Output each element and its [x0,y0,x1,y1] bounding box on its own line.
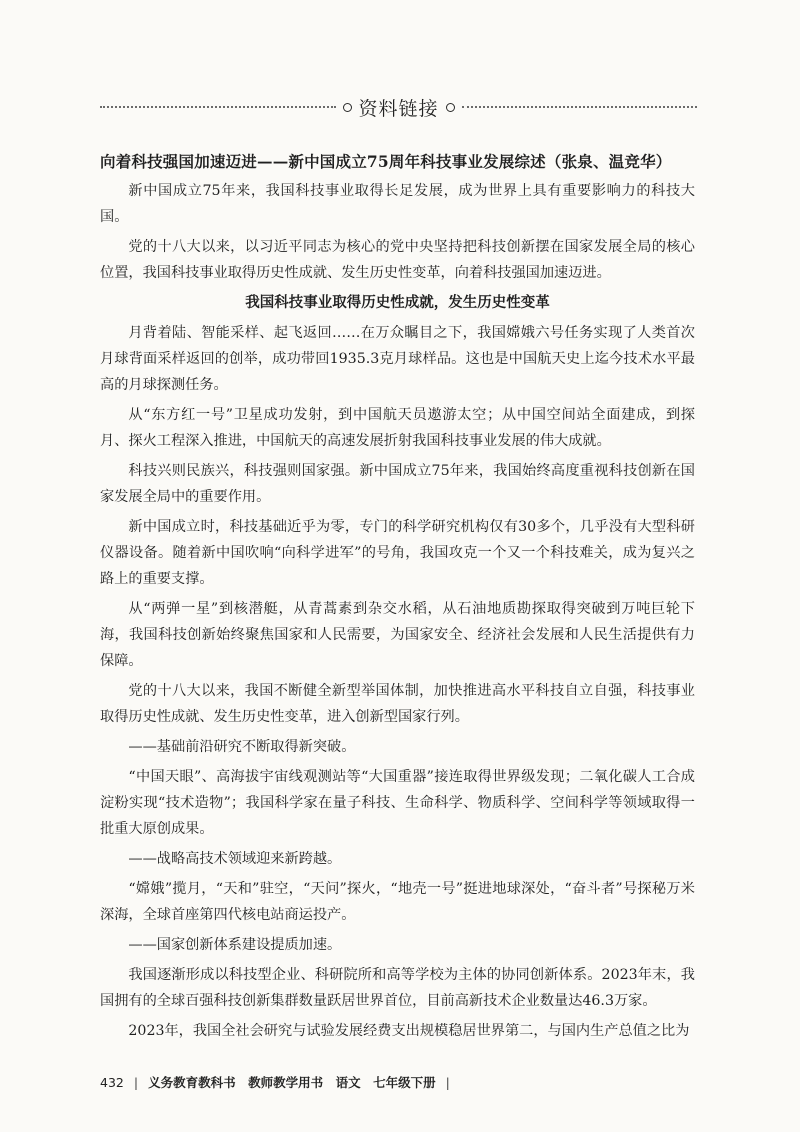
body-paragraph: “嫦娥”揽月，“天和”驻空，“天问”探火，“地壳一号”挺进地球深处，“奋斗者”号探秘万米深海，全球首座第四代核电站商运投产。 [100,881,695,923]
body-paragraph: “中国天眼”、高海拔宇宙线观测站等“大国重器”接连取得世界级发现；二氧化碳人工合成淀粉实现“技术造物”；我国科学家在量子科技、生命科学、物质科学、空间科学等领域取得一批重大原创成果。 [100,769,695,837]
circle-icon [446,103,455,112]
intro-paragraph: 党的十八大以来，以习近平同志为核心的党中央坚持把科技创新摆在国家发展全局的核心位置，我国科技事业取得历史性成就、发生历史性变革，向着科技强国加速迈进。 [100,239,695,281]
section-heading: 我国科技事业取得历史性成就，发生历史性变革 [245,294,550,311]
section-header [100,92,697,122]
footer-separator: | [133,1074,139,1090]
subheading-paragraph: ——基础前沿研究不断取得新突破。 [128,739,356,755]
body-paragraph: 从“两弹一星”到核潜艇，从青蒿素到杂交水稻，从石油地质勘探取得突破到万吨巨轮下海，我国科技创新始终聚焦国家和人民需要，为国家安全、经济社会发展和人民生活提供有力保障。 [100,601,695,669]
page-footer [100,1072,450,1092]
page-number: 432 [100,1074,124,1090]
subheading-paragraph: ——战略高技术领域迎来新跨越。 [128,851,342,867]
subheading-paragraph: ——国家创新体系建设提质加速。 [128,937,342,953]
body-paragraph: 我国逐渐形成以科技型企业、科研院所和高等学校为主体的协同创新体系。2023年末，我国拥有的全球百强科技创新集群数量跃居世界首位，目前高新技术企业数量达46.3万家。 [100,967,695,1009]
footer-separator: | [445,1074,450,1090]
body-paragraph: 党的十八大以来，我国不断健全新型举国体制，加快推进高水平科技自立自强，科技事业取得历史性成就、发生历史性变革，进入创新型国家行列。 [100,683,695,725]
article [100,150,695,1048]
body-paragraph: 从“东方红一号”卫星成功发射，到中国航天员遨游太空；从中国空间站全面建成，到探月、探火工程深入推进，中国航天的高速发展折射我国科技事业发展的伟大成就。 [100,407,695,449]
section-header-title: 资料链接 [358,97,439,120]
body-paragraph: 新中国成立时，科技基础近乎为零，专门的科学研究机构仅有30多个，几乎没有大型科研仪器设备。随着新中国吹响“向科学进军”的号角，我国攻克一个又一个科技难关，成为复兴之路上的重要支撑。 [100,519,695,587]
intro-paragraph: 新中国成立75年来，我国科技事业取得长足发展，成为世界上具有重要影响力的科技大国。 [100,183,695,225]
book-title: 义务教育教科书 教师教学用书 语文 七年级下册 [148,1075,436,1090]
header-dotted-rule-right [462,106,698,108]
body-paragraph: 月背着陆、智能采样、起飞返回……在万众瞩目之下，我国嫦娥六号任务实现了人类首次月球背面采样返回的创举，成功带回1935.3克月球样品。这也是中国航天史上迄今技术水平最高的月球探测任务。 [100,325,695,393]
article-title: 向着科技强国加速迈进——新中国成立75周年科技事业发展综述（张泉、温竞华） [100,152,672,171]
body-paragraph: 2023年，我国全社会研究与试验发展经费支出规模稳居世界第二，与国内生产总值之比为 [128,1023,690,1039]
body-paragraph: 科技兴则民族兴，科技强则国家强。新中国成立75年来，我国始终高度重视科技创新在国家发展全局中的重要作用。 [100,463,695,505]
circle-icon [343,103,352,112]
header-dotted-rule-left [100,106,336,108]
